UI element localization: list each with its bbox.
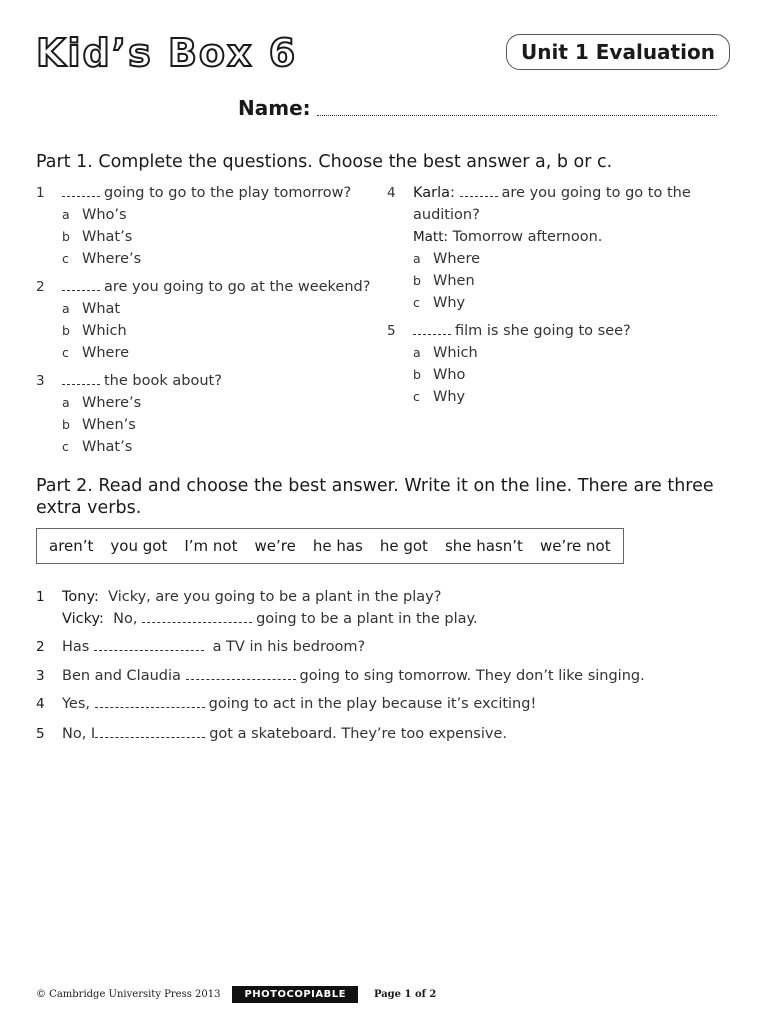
name-write-line[interactable]: [317, 114, 717, 116]
name-field-row: [238, 96, 717, 120]
option-c[interactable]: c What’s: [62, 439, 133, 455]
word-option: we’re: [254, 537, 296, 555]
reply-text: Tomorrow afternoon.: [452, 229, 603, 245]
option-b[interactable]: b What’s: [62, 229, 133, 245]
word-option: she hasn’t: [444, 537, 523, 555]
speaker-matt: Matt:: [413, 229, 449, 245]
answer-blank[interactable]: [95, 695, 205, 708]
question-3: [36, 370, 376, 458]
question-number: 4: [387, 185, 396, 201]
option-a[interactable]: a Where’s: [62, 395, 142, 411]
part2-heading: Part 2. Read and choose the best answer. Write it on the line. There are three extra verbs.: [36, 476, 714, 518]
answer-blank[interactable]: [95, 725, 205, 738]
answer-blank[interactable]: [186, 667, 296, 680]
option-c[interactable]: c Where: [62, 345, 130, 361]
part1-heading: Part 1. Complete the questions. Choose the best answer a, b or c.: [36, 152, 613, 172]
option-c[interactable]: c Why: [413, 389, 466, 405]
part2-item-3: 3 Ben and Claudia going to sing tomorrow. They don’t like singing.: [36, 668, 645, 684]
name-label: Name:: [238, 96, 311, 120]
answer-blank[interactable]: [142, 610, 252, 623]
answer-blank[interactable]: [62, 278, 100, 291]
part1-left-column: [36, 182, 376, 458]
option-a[interactable]: a Where: [413, 251, 481, 267]
question-text: going to go to the play tomorrow?: [104, 185, 352, 201]
word-option: we’re not: [539, 537, 611, 555]
part1-right-column: [387, 182, 717, 408]
word-option: aren’t: [49, 537, 94, 555]
question-text: are you going to go to the: [501, 185, 691, 201]
speaker-vicky: Vicky:: [62, 611, 104, 627]
answer-blank[interactable]: [62, 372, 100, 385]
word-option: he got: [379, 537, 428, 555]
page-number: Page 1 of 2: [373, 989, 437, 1000]
page-footer: [36, 986, 436, 1003]
part2-item-2: 2 Has a TV in his bedroom?: [36, 639, 366, 655]
answer-blank[interactable]: [62, 184, 100, 197]
option-b[interactable]: b Which: [62, 323, 127, 339]
question-text: the book about?: [104, 373, 222, 389]
question-number: 5: [387, 323, 396, 339]
word-option: he has: [312, 537, 363, 555]
word-bank: [36, 528, 624, 564]
copyright-text: © Cambridge University Press 2013: [36, 989, 221, 1000]
option-c[interactable]: c Where’s: [62, 251, 142, 267]
option-b[interactable]: b Who: [413, 367, 466, 383]
speaker-karla: Karla:: [413, 185, 455, 201]
word-option: I’m not: [184, 537, 238, 555]
option-b[interactable]: b When: [413, 273, 475, 289]
part2-item-5: 5 No, I got a skateboard. They’re too expensive.: [36, 726, 507, 742]
question-number: 2: [36, 279, 45, 295]
photocopiable-badge: PHOTOCOPIABLE: [232, 986, 357, 1003]
option-a[interactable]: a Who’s: [62, 207, 127, 223]
question-4: [387, 182, 717, 314]
question-number: 1: [36, 185, 45, 201]
question-text-cont: audition?: [413, 207, 480, 223]
part2-item-1: 1 Tony: Vicky, are you going to be a plant in the play? Vicky: No, going to be a plant in the play.: [36, 589, 478, 627]
option-a[interactable]: a What: [62, 301, 121, 317]
option-c[interactable]: c Why: [413, 295, 466, 311]
unit-title-badge: Unit 1 Evaluation: [506, 34, 730, 70]
option-a[interactable]: a Which: [413, 345, 478, 361]
question-text: film is she going to see?: [455, 323, 631, 339]
answer-blank[interactable]: [94, 638, 204, 651]
question-number: 3: [36, 373, 45, 389]
answer-blank[interactable]: [413, 322, 451, 335]
option-b[interactable]: b When’s: [62, 417, 136, 433]
question-1: [36, 182, 376, 270]
question-text: are you going to go at the weekend?: [104, 279, 371, 295]
word-option: you got: [110, 537, 168, 555]
question-5: [387, 320, 717, 408]
question-2: [36, 276, 376, 364]
part2-item-4: 4 Yes, going to act in the play because it’s exciting!: [36, 696, 537, 712]
speaker-tony: Tony:: [62, 589, 99, 605]
answer-blank[interactable]: [460, 184, 498, 197]
kids-box-logo: Kid’s Box 6: [36, 31, 298, 75]
